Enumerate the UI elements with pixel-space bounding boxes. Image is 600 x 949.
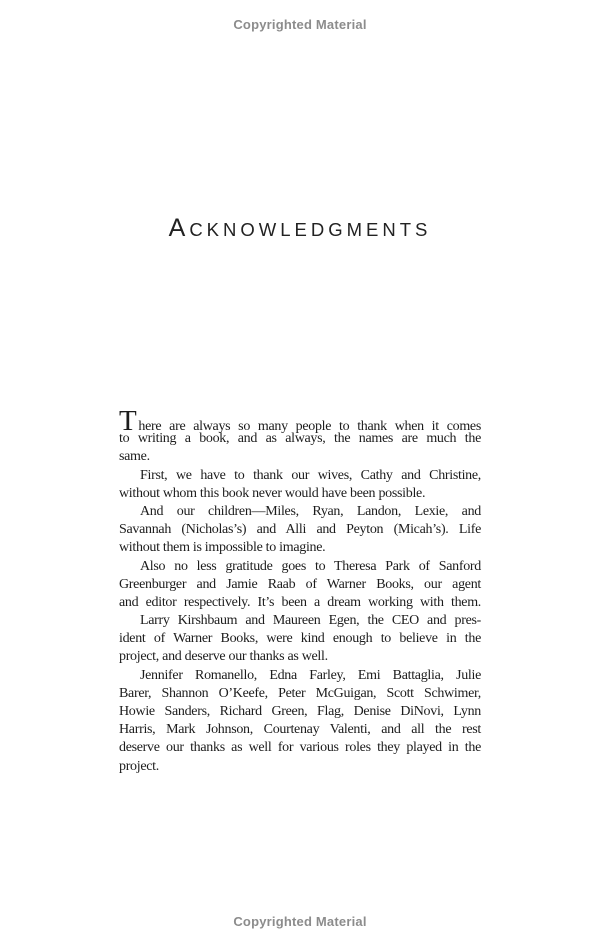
- body-line: Greenburger and Jamie Raab of Warner Books, our agent: [119, 576, 481, 592]
- copyright-notice-bottom: Copyrighted Material: [233, 914, 367, 929]
- body-line: Jennifer Romanello, Edna Farley, Emi Battaglia, Julie: [140, 667, 481, 683]
- body-line: without them is impossible to imagine.: [119, 540, 326, 556]
- body-line: same.: [119, 449, 150, 465]
- body-line: and editor respectively. It’s been a dream working with them.: [119, 594, 481, 610]
- page-heading: [0, 214, 600, 246]
- body-line: First, we have to thank our wives, Cathy and Christine,: [140, 467, 481, 483]
- copyright-notice-top: Copyrighted Material: [233, 17, 367, 32]
- body-line: without whom this book never would have been possible.: [119, 485, 426, 501]
- body-line: Barer, Shannon O’Keefe, Peter McGuigan, Scott Schwimer,: [119, 685, 481, 701]
- body-line: Larry Kirshbaum and Maureen Egen, the CEO and pres-: [140, 613, 481, 629]
- body-line: to writing a book, and as always, the names are much the: [119, 431, 481, 447]
- body-line: project, and deserve our thanks as well.: [119, 649, 328, 665]
- body-line: project.: [119, 758, 159, 774]
- drop-cap: T: [119, 405, 137, 437]
- body-line: There are always so many people to thank when it comes: [119, 405, 481, 437]
- body-line: Also no less gratitude goes to Theresa Park of Sanford: [140, 558, 481, 574]
- heading-initial-letter: A: [168, 214, 190, 242]
- body-line: ident of Warner Books, were kind enough to believe in the: [119, 631, 481, 647]
- body-line: Savannah (Nicholas’s) and Alli and Peyton (Micah’s). Life: [119, 522, 481, 538]
- body-line: Harris, Mark Johnson, Courtenay Valenti, and all the rest: [119, 722, 481, 738]
- heading-rest: CKNOWLEDGMENTS: [189, 219, 432, 240]
- body-line: deserve our thanks as well for various roles they played in the: [119, 740, 481, 756]
- body-line: And our children—Miles, Ryan, Landon, Lexie, and: [140, 503, 481, 519]
- body-text: [119, 405, 481, 776]
- body-line: Howie Sanders, Richard Green, Flag, Denise DiNovi, Lynn: [119, 704, 481, 719]
